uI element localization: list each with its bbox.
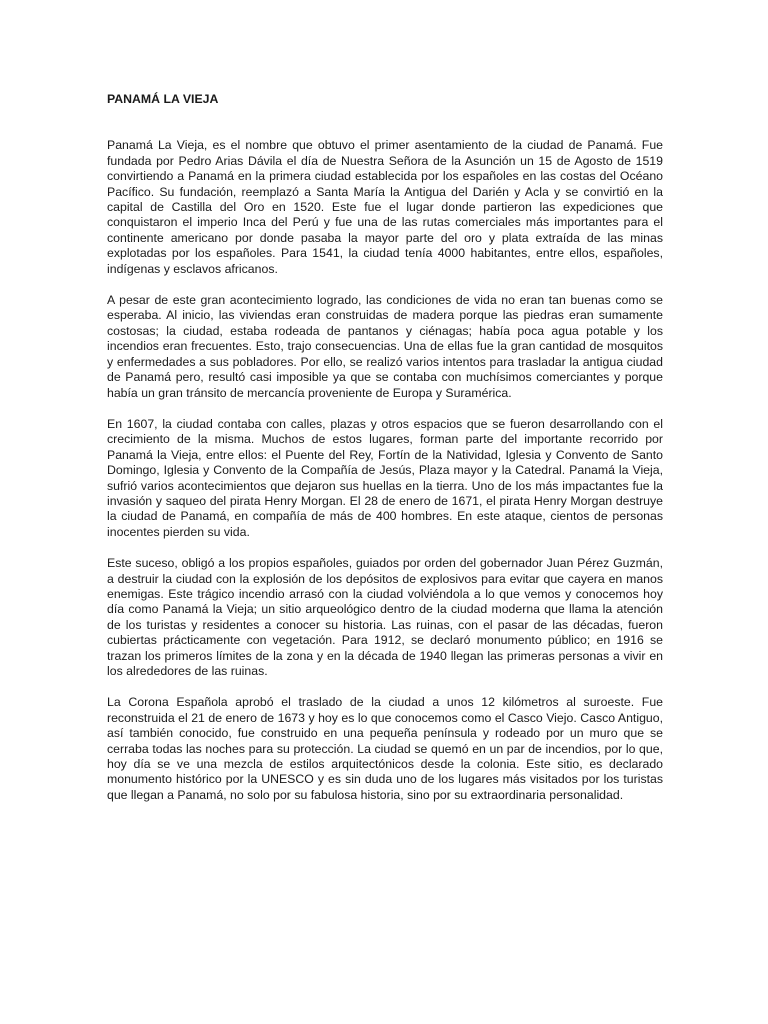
paragraph-4: Este suceso, obligó a los propios españoles, guiados por orden del gobernador Juan Pérez Guzmán, a destruir la ciudad con la explosión de los depósitos de explosivos para evitar que cayera en manos enemigas. Este trágico incendio arrasó con la ciudad volviéndola a lo que vemos y conocemos hoy día como Panamá la Vieja; un sitio arqueológico dentro de la ciudad moderna que llama la atención de los turistas y residentes a conocer su historia. Las ruinas, con el pasar de las décadas, fueron cubiertas prácticamente con vegetación. Para 1912, se declaró monumento público; en 1916 se trazan los primeros límites de la zona y en la década de 1940 llegan las primeras personas a vivir en los alrededores de las ruinas. bbox=[107, 556, 663, 678]
paragraph-1: Panamá La Vieja, es el nombre que obtuvo el primer asentamiento de la ciudad de Panamá. Fue fundada por Pedro Arias Dávila el día de Nuestra Señora de la Asunción un 15 de Agosto de 1519 convirtiendo a Panamá en la primera ciudad establecida por los españoles en las costas del Océano Pacífico. Su fundación, reemplazó a Santa María la Antigua del Darién y Acla y se convirtió en la capital de Castilla del Oro en 1520. Este fue el lugar donde partieron las expediciones que conquistaron el imperio Inca del Perú y fue una de las rutas comerciales más importantes para el continente americano por donde pasaba la mayor parte del oro y plata extraída de las minas explotadas por los españoles. Para 1541, la ciudad tenía 4000 habitantes, entre ellos, españoles, indígenas y esclavos africanos. bbox=[107, 138, 663, 276]
document-title: PANAMÁ LA VIEJA bbox=[107, 92, 219, 106]
paragraph-3: En 1607, la ciudad contaba con calles, plazas y otros espacios que se fueron desarrollando con el crecimiento de la misma. Muchos de estos lugares, forman parte del importante recorrido por Panamá la Vieja, entre ellos: el Puente del Rey, Fortín de la Natividad, Iglesia y Convento de Santo Domingo, Iglesia y Convento de la Compañía de Jesús, Plaza mayor y la Catedral. Panamá la Vieja, sufrió varios acontecimientos que dejaron sus huellas en la tierra. Uno de los más impactantes fue la invasión y saqueo del pirata Henry Morgan. El 28 de enero de 1671, el pirata Henry Morgan destruye la ciudad de Panamá, en compañía de más de 400 hombres. En este ataque, cientos de personas inocentes pierden su vida. bbox=[107, 416, 663, 539]
paragraph-2: A pesar de este gran acontecimiento logrado, las condiciones de vida no eran tan buenas como se esperaba. Al inicio, las viviendas eran construidas de madera porque las piedras eran sumamente costosas; la ciudad, estaba rodeada de pantanos y ciénagas; había poca agua potable y los incendios eran frecuentes. Esto, trajo consecuencias. Una de ellas fue la gran cantidad de mosquitos y enfermedades a sus pobladores. Por ello, se realizó varios intentos para trasladar la antigua ciudad de Panamá pero, resultó casi imposible ya que se contaba con muchísimos comerciantes y porque había un gran tránsito de mercancía proveniente de Europa y Suramérica. bbox=[107, 293, 663, 400]
document-body bbox=[107, 92, 663, 819]
paragraph-5: La Corona Española aprobó el traslado de la ciudad a unos 12 kilómetros al suroeste. Fue reconstruida el 21 de enero de 1673 y hoy es lo que conocemos como el Casco Viejo. Casco Antiguo, así también conocido, fue construido en una pequeña península y rodeado por un muro que se cerraba todas las noches para su protección. La ciudad se quemó en un par de incendios, por lo que, hoy día se ve una mezcla de estilos arquitectónicos desde la colonia. Este sitio, es declarado monumento histórico por la UNESCO y es sin duda uno de los lugares más visitados por los turistas que llegan a Panamá, no solo por su fabulosa historia, sino por su extraordinaria personalidad. bbox=[107, 695, 663, 802]
